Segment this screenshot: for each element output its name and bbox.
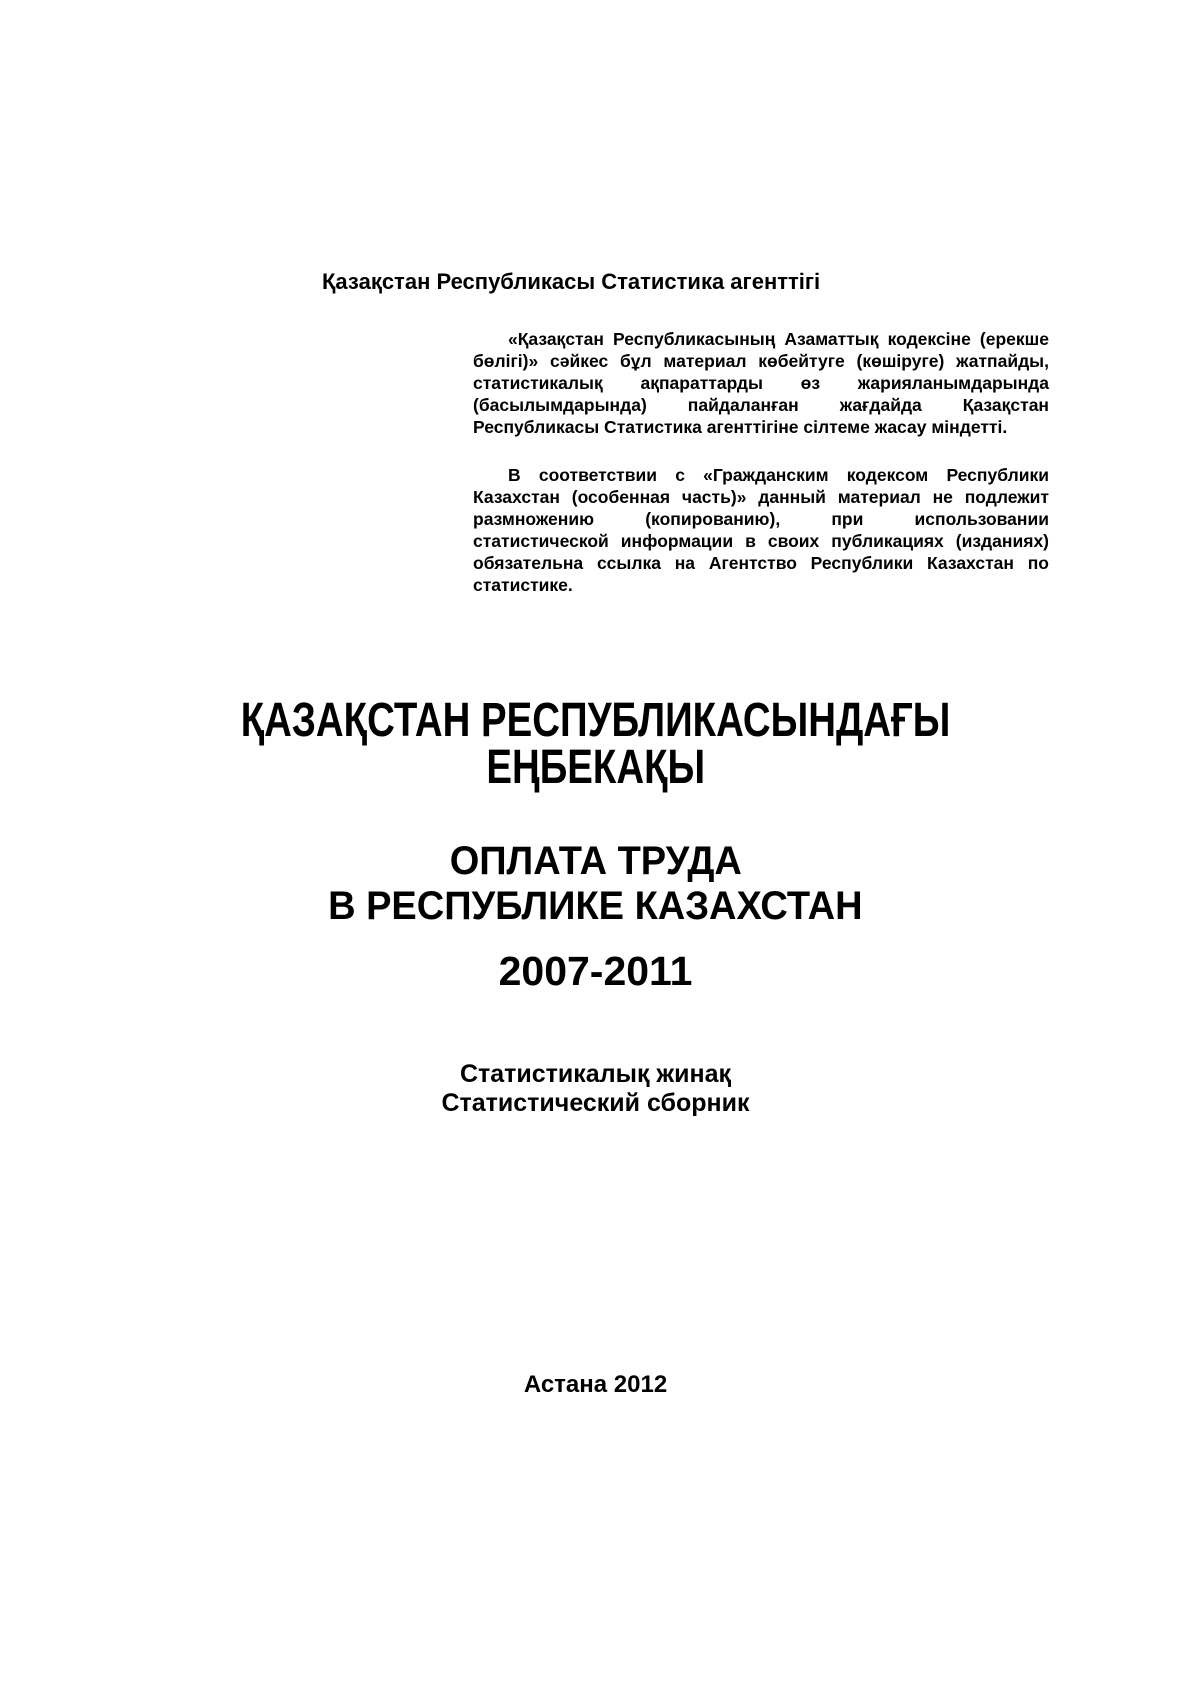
main-title-russian-line2: В РЕСПУБЛИКЕ КАЗАХСТАН — [328, 884, 863, 928]
imprint-place-year: Астана 2012 — [523, 1371, 668, 1398]
subtitle-kazakh: Статистикалық жинақ — [459, 1060, 732, 1088]
main-title-russian — [0, 839, 1191, 929]
subtitle-russian: Статистический сборник — [441, 1089, 750, 1117]
main-title-kazakh-line1: ҚАЗАҚСТАН РЕСПУБЛИКАСЫНДАҒЫ — [240, 694, 951, 747]
main-title-kazakh-line2: ЕҢБЕКАҚЫ — [486, 741, 705, 794]
main-title-kazakh — [0, 694, 1191, 794]
subtitle-block — [0, 1060, 1191, 1118]
publisher-line: Қазақстан Республикасы Статистика агенттігі — [322, 269, 821, 294]
main-title-russian-line1: ОПЛАТА ТРУДА — [449, 839, 742, 883]
copyright-block — [473, 328, 1049, 622]
copyright-paragraph-russian: В соответствии с «Гражданским кодексом Республики Казахстан (особенная часть)» данный материал не подлежит размножению (копированию), при использовании статистической информации в своих публикациях (изданиях) обязательна ссылка на Агентство Республики Казахстан по статистике. — [473, 465, 1049, 595]
period-years: 2007-2011 — [498, 948, 693, 994]
copyright-paragraph-kazakh: «Қазақстан Республикасының Азаматтық кодексіне (ерекше бөлігі)» сәйкес бұл материал көбейтуге (көшіруге) жатпайды, статистикалық ақпараттарды өз жарияланымдарында (басылымдарында) пайдаланған жағдайда Қазақстан Республикасы Статистика агенттігіне сілтеме жасау міндетті. — [473, 329, 1049, 437]
